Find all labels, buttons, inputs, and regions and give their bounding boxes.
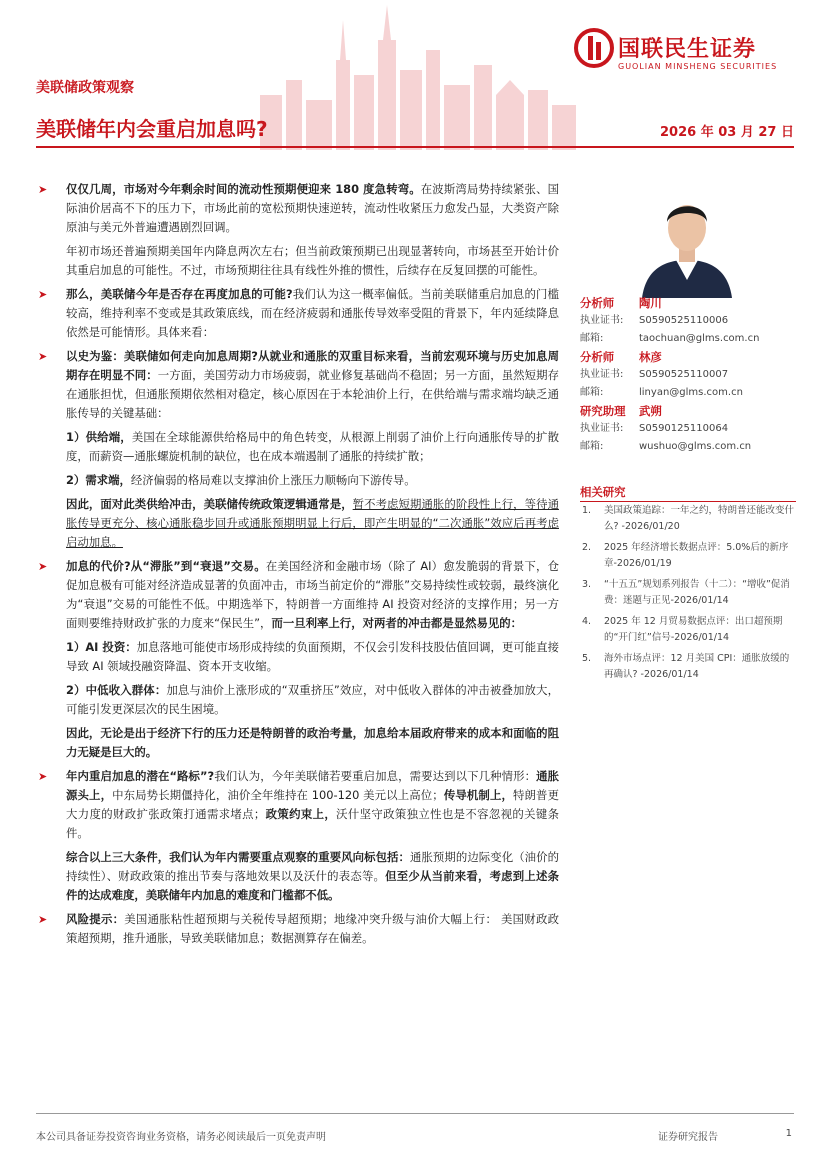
mail-address[interactable]: wushuo@glms.com.cn (639, 441, 752, 452)
company-logo (574, 28, 804, 78)
point-history (36, 347, 559, 423)
analyst-role: 分析师 (580, 296, 615, 310)
related-item-number: 3. (582, 579, 592, 590)
bullet-arrow-icon: ➤ (38, 350, 48, 363)
sub-label: 1）供给端， (66, 430, 132, 444)
related-item-text: 美国政策追踪：一年之约，特朗普还能改变什么? -2026/01/20 (604, 505, 795, 532)
report-series: 美联储政策观察 (36, 80, 134, 96)
analyst-role: 分析师 (580, 350, 615, 364)
sub-label: 1）AI 投资： (66, 640, 137, 654)
paragraph (36, 495, 559, 552)
conclusion-label: 因此，面对此类供给冲击，美联储传统政策逻辑通常是， (66, 497, 353, 511)
analyst-photo (632, 180, 742, 298)
paragraph: 因此，无论是出于经济下行的压力还是特朗普的政治考量，加息给本届政府带来的成本和面临的阻力无疑是巨大的。 (66, 726, 559, 759)
point-text: 在美国经济和金融市场（除了 AI）愈发脆弱的背景下，仓促加息极有可能对经济造成显著的负面冲击，市场当前定价的“滞胀”交易持续性或较弱，最终演化为“衰退”交易的可能性不低。中期选举下，特朗普一方面维持 AI 投资对经济的支撑作用；另一方面则要维持财政扩张的力度来“保民生”， (66, 559, 559, 630)
related-research-list (580, 503, 796, 688)
sub-label: 传导机制上， (443, 788, 513, 802)
report-title: 美联储年内会重启加息吗? (36, 117, 268, 141)
city-skyline-illustration (250, 0, 580, 150)
sub-text: 经济偏弱的格局难以支撑油价上涨压力顺畅向下游传导。 (130, 473, 416, 487)
logo-mark-icon (574, 28, 614, 68)
sub-text: 沃什坚守政策独立性也是不容忽视的关键条件。 (66, 807, 559, 840)
related-item[interactable] (580, 614, 796, 646)
paragraph (36, 428, 559, 466)
related-item-number: 4. (582, 616, 592, 627)
underlined-text: 暂不考虑短期通胀的阶段性上行，等待通胀传导更充分、核心通胀稳步回升或通胀预期明显上行后，即产生明显的“二次通胀”效应后再考虑启动加息。 (66, 497, 559, 549)
bullet-arrow-icon: ➤ (38, 183, 48, 196)
mail-label: 邮箱: (580, 333, 604, 344)
analyst-mail-row (580, 384, 796, 402)
analyst-list (580, 294, 796, 456)
conclusion-text: 但至少从当前来看，考虑到上述条件的达成难度，美联储年内加息的难度和门槛都不低。 (66, 869, 559, 902)
related-item-text: “十五五”规划系列报告（十二）：“增收”促消费：迷题与正见-2026/01/14 (604, 579, 790, 606)
bullet-arrow-icon: ➤ (38, 560, 48, 573)
point-text: 我们认为这一概率偏低。当前美联储重启加息的门槛较高，维持利率不变或是其政策底线，而在经济疲弱和通胀传导效率受阻的背景下，年内延续降息依然是可能情形。具体来看： (66, 287, 559, 339)
sub-text: 美国在全球能源供给格局中的角色转变，从根源上削弱了油价上行向通胀传导的扩散度，而薪资—通胀螺旋机制的缺位，也在成本端遏制了通胀的持续扩散； (66, 430, 559, 463)
cert-label: 执业证书: (580, 315, 624, 326)
related-item-number: 2. (582, 542, 592, 553)
related-research-heading: 相关研究 (580, 485, 626, 499)
analyst-name-row (580, 402, 796, 420)
analyst-mail-row (580, 438, 796, 456)
bullet-arrow-icon: ➤ (38, 288, 48, 301)
cert-number: S0590125110064 (639, 423, 729, 434)
mail-label: 邮箱: (580, 441, 604, 452)
sub-text: 加息落地可能使市场形成持续的负面预期，不仅会引发科技股估值回调，更可能直接导致 AI 领域投融资降温、资本开支收缩。 (66, 640, 559, 673)
logo-english-text: GUOLIAN MINSHENG SECURITIES (618, 62, 778, 71)
point-heading: 加息的代价?从“滞胀”到“衰退”交易。 (66, 559, 266, 573)
point-heading: 风险提示： (66, 912, 125, 926)
cert-label: 执业证书: (580, 423, 624, 434)
logo-chinese-text: 国联民生证券 (618, 37, 757, 62)
mail-address[interactable]: linyan@glms.com.cn (639, 387, 743, 398)
sub-label: 通胀源头上， (66, 769, 559, 802)
footer-rule (36, 1113, 794, 1114)
related-item[interactable] (580, 503, 796, 535)
analyst-name-row (580, 294, 796, 312)
related-item-text: 海外市场点评：12 月美国 CPI：通胀放缓的再确认? -2026/01/14 (604, 653, 790, 680)
analyst-name: 武朔 (639, 404, 662, 418)
related-item[interactable] (580, 651, 796, 683)
analyst-mail-row (580, 330, 796, 348)
related-item-number: 1. (582, 505, 592, 516)
cert-label: 执业证书: (580, 369, 624, 380)
point-text: 一方面，美国劳动力市场疲弱，就业修复基础尚不稳固；另一方面，虽然短期存在通胀担忧，但通胀预期依然相对稳定，核心原因在于本轮油价上行，在供给端与需求端均缺乏通胀传导的关键基础： (66, 368, 559, 420)
header-rule (36, 146, 794, 148)
bullet-arrow-icon: ➤ (38, 913, 48, 926)
point-cost (36, 557, 559, 633)
sub-label: 综合以上三大条件，我们认为年内需要重点观察的重要风向标包括： (66, 850, 410, 864)
related-item-text: 2025 年 12 月贸易数据点评：出口超预期的“开门红”信号-2026/01/14 (604, 616, 783, 643)
paragraph (36, 681, 559, 719)
point-risk (36, 910, 559, 948)
point-possibility (36, 285, 559, 342)
footer-disclaimer: 本公司具备证券投资咨询业务资格，请务必阅读最后一页免责声明 (36, 1132, 326, 1143)
analyst-cert-row (580, 312, 796, 330)
analyst-cert-row (580, 366, 796, 384)
point-heading: 以史为鉴：美联储如何走向加息周期? (66, 349, 258, 363)
cert-number: S0590525110006 (639, 315, 729, 326)
mail-address[interactable]: taochuan@glms.com.cn (639, 333, 760, 344)
paragraph: 年初市场还普遍预期美国年内降息两次左右；但当前政策预期已出现显著转向，市场甚至开始计价其重启加息的可能性。不过，市场预期往往具有线性外推的惯性，后续存在反复回摆的可能性。 (66, 244, 559, 277)
mail-label: 邮箱: (580, 387, 604, 398)
main-content (36, 180, 559, 953)
sub-text: 通胀预期的边际变化（油价的持续性）、财政政策的推出节奏与落地效果以及沃什的表态等。 (66, 850, 559, 883)
sub-label: 2）需求端， (66, 473, 131, 487)
analyst-role: 研究助理 (580, 404, 626, 418)
point-liquidity (36, 180, 559, 237)
sub-text: 中东局势长期僵持化，油价全年维持在 100-120 美元以上高位； (112, 788, 444, 802)
related-item[interactable] (580, 540, 796, 572)
related-research-rule (580, 501, 796, 502)
analyst-name-row (580, 348, 796, 366)
analyst-cert-row (580, 420, 796, 438)
point-subheading: 从就业和通胀的双重目标来看，当前宏观环境与历史加息周期存在明显不同： (66, 349, 559, 382)
point-heading: 年内重启加息的潜在“路标”? (66, 769, 215, 783)
related-item-text: 2025 年经济增长数据点评：5.0%后的新序章-2026/01/19 (604, 542, 789, 569)
footer-report-type: 证券研究报告 (658, 1132, 718, 1143)
related-item-number: 5. (582, 653, 592, 664)
paragraph (36, 471, 559, 490)
cert-number: S0590525110007 (639, 369, 729, 380)
related-item[interactable] (580, 577, 796, 609)
sub-text: 特朗普更大力度的财政扩张政策打通需求堵点； (66, 788, 559, 821)
sub-label: 政策约束上， (265, 807, 337, 821)
page-number: 1 (785, 1128, 792, 1139)
point-text: 美国通胀粘性超预期与关税传导超预期；地缘冲突升级与油价大幅上行： 美国财政政策超预期，推升通胀，导致美联储加息；数据测算存在偏差。 (66, 912, 559, 945)
report-date: 2026 年 03 月 27 日 (660, 125, 794, 140)
point-text: 我们认为，今年美联储若要重启加息，需要达到以下几种情形： (214, 769, 537, 783)
analyst-name: 林彦 (639, 350, 662, 364)
sub-label: 2）中低收入群体： (66, 683, 167, 697)
paragraph (36, 848, 559, 905)
analyst-name: 陶川 (639, 296, 662, 310)
point-signposts (36, 767, 559, 843)
paragraph (36, 638, 559, 676)
sub-text: 加息与油价上涨形成的“双重挤压”效应，对中低收入群体的冲击被叠加放大，可能引发更深层次的民生困境。 (66, 683, 559, 716)
bullet-arrow-icon: ➤ (38, 770, 48, 783)
point-text: 在波斯湾局势持续紧张、国际油价居高不下的压力下，市场此前的宽松预期快速逆转，流动性收紧压力愈发凸显，大类资产除原油与美元外普遍遭遇剧烈回调。 (66, 182, 559, 234)
point-heading: 仅仅几周，市场对今年剩余时间的流动性预期便迎来 180 度急转弯。 (66, 182, 421, 196)
point-subheading: 而一旦利率上行，对两者的冲击都是显然易见的： (271, 616, 523, 630)
point-heading: 那么，美联储今年是否存在再度加息的可能? (66, 287, 293, 301)
